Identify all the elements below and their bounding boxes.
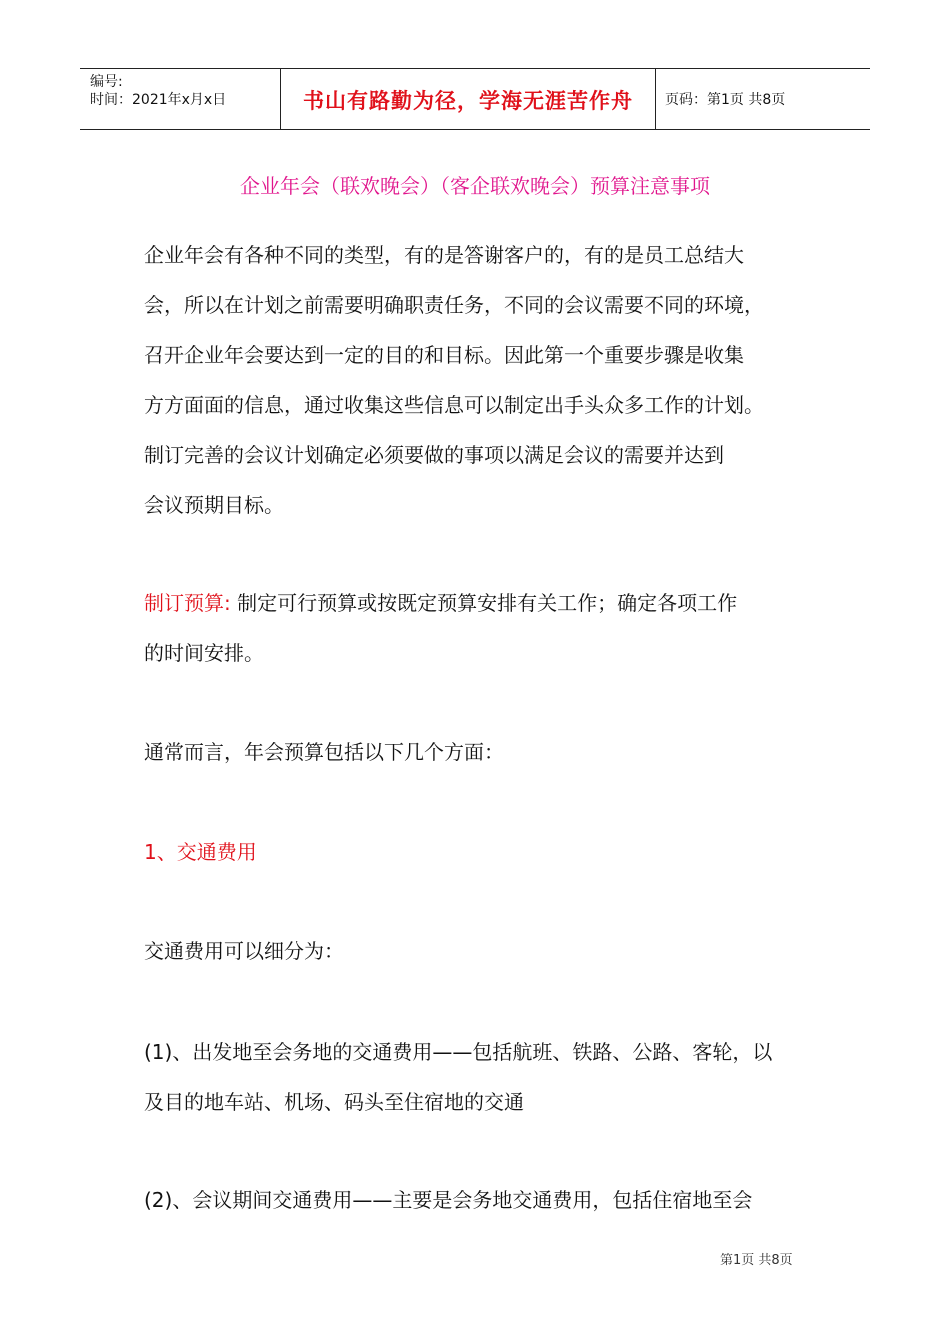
- header-meta: [80, 69, 280, 129]
- overview-paragraph: [144, 727, 834, 777]
- number-label: 编号:: [90, 74, 123, 90]
- page-header: [80, 68, 870, 130]
- budget-paragraph: [144, 578, 834, 678]
- intro-line: 企业年会有各种不同的类型，有的是答谢客户的，有的是员工总结大: [144, 243, 744, 267]
- list-item-1: [144, 1027, 834, 1127]
- header-page-cell: [655, 69, 870, 129]
- budget-line: [144, 578, 834, 628]
- section-intro-text: 交通费用可以细分为：: [144, 939, 344, 963]
- list-item-line: (1)、出发地至会务地的交通费用——包括航班、铁路、公路、客轮，以: [144, 1040, 773, 1064]
- intro-line: 会议预期目标。: [144, 493, 284, 517]
- page-footer: 第1页 共8页: [720, 1253, 793, 1268]
- list-item-2: [144, 1175, 834, 1225]
- motto: 书山有路勤为径，学海无涯苦作舟: [303, 89, 633, 113]
- overview-text: 通常而言，年会预算包括以下几个方面：: [144, 740, 504, 764]
- intro-line: 方方面面的信息，通过收集这些信息可以制定出手头众多工作的计划。: [144, 393, 764, 417]
- section-intro: [144, 926, 834, 976]
- header-motto-cell: [280, 69, 656, 129]
- budget-text: 制定可行预算或按既定预算安排有关工作；确定各项工作: [230, 591, 738, 615]
- intro-line: 制订完善的会议计划确定必须要做的事项以满足会议的需要并达到: [144, 443, 724, 467]
- list-item-line: 及目的地车站、机场、码头至住宿地的交通: [144, 1090, 524, 1114]
- time-label: 时间：2021年x月x日: [90, 92, 227, 108]
- section-heading-text: 1、交通费用: [144, 840, 257, 864]
- list-item-line: (2)、会议期间交通费用——主要是会务地交通费用，包括住宿地至会: [144, 1188, 753, 1212]
- intro-line: 召开企业年会要达到一定的目的和目标。因此第一个重要步骤是收集: [144, 343, 744, 367]
- intro-line: 会，所以在计划之前需要明确职责任务，不同的会议需要不同的环境，: [144, 293, 764, 317]
- page-info: 页码：第1页 共8页: [665, 92, 786, 108]
- budget-label: 制订预算:: [144, 591, 231, 615]
- document-title: 企业年会（联欢晚会）（客企联欢晚会）预算注意事项: [240, 174, 710, 198]
- section-heading: [144, 827, 834, 877]
- intro-paragraph: [144, 230, 834, 530]
- budget-line: 的时间安排。: [144, 641, 264, 665]
